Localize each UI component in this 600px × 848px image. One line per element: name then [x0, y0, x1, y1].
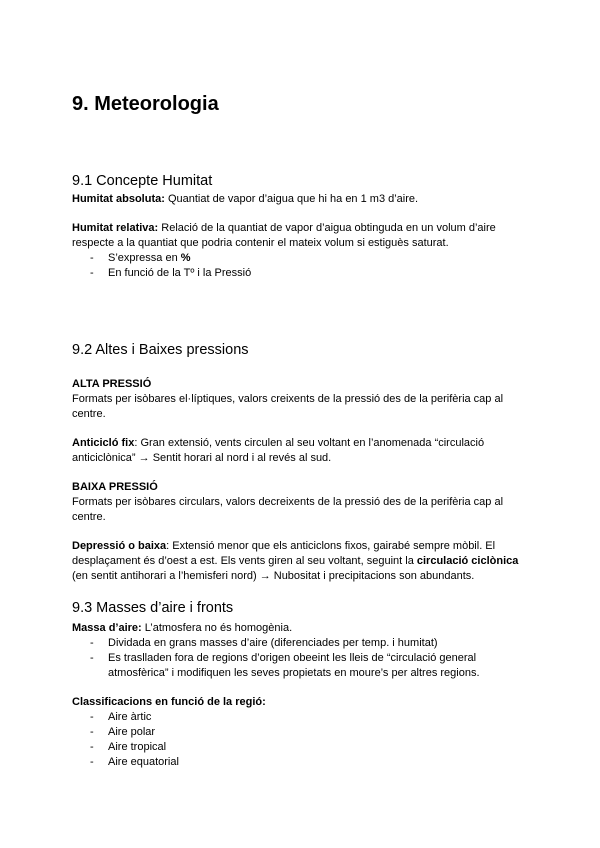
list-item: - Dividada en grans masses d’aire (diferenciades per temp. i humitat): [72, 636, 532, 651]
list-item: - S’expressa en %: [72, 251, 532, 266]
humitat-relativa-paragraph: [72, 221, 532, 281]
page-title: 9. Meteorologia: [72, 93, 219, 115]
circulacio-ciclonica: circulació ciclònica: [416, 555, 519, 567]
term-humitat-absoluta: Humitat absoluta:: [72, 193, 165, 205]
term-depressio: Depressió o baixa: [72, 540, 167, 552]
list-item: - Aire tropical: [72, 740, 532, 755]
humitat-relativa-list: [72, 251, 532, 281]
anticiclo-text: : Gran extensió, vents circulen al seu voltant en l’anomenada “circulació anticiclònica” → Sentit horari al nord i al revés al sud.: [72, 437, 485, 464]
humitat-relativa-text: Relació de la quantiat de vapor d’aigua obtinguda en un volum d’aire respecte a la quantiat que podria contenir el mateix volum si estiguès saturat.: [72, 222, 496, 249]
section-heading-pressions: 9.2 Altes i Baixes pressions: [72, 342, 249, 358]
massa-aire-list: [72, 636, 532, 681]
list-item: - Aire polar: [72, 725, 532, 740]
baixa-pressio-title: BAIXA PRESSIÓ: [72, 481, 158, 493]
classificacions-block: [72, 695, 532, 770]
massa-aire-text: L’atmosfera no és homogènia.: [141, 622, 293, 634]
depressio-paragraph: Depressió o baixa: Extensió menor que els anticiclons fixos, gairabé sempre mòbil. El desplaçament és d’oest a est. Els vents giren al seu voltant, seguint la circulació ciclònica (en sentit antihorari a l’hemisferi nord) → Nubositat i precipitacions son abundants.: [72, 540, 519, 582]
term-anticiclo-fix: Anticicló fix: [72, 437, 135, 449]
list-item: - En funció de la Tº i la Pressió: [72, 266, 532, 281]
alta-pressio-text: Formats per isòbares el·líptiques, valors creixents de la pressió des de la perifèria cap al centre.: [72, 393, 504, 420]
section-heading-masses: 9.3 Masses d’aire i fronts: [72, 600, 234, 616]
classificacions-list: [72, 710, 532, 770]
alta-pressio-title: ALTA PRESSIÓ: [72, 378, 152, 390]
term-massa-aire: Massa d’aire:: [72, 622, 142, 634]
term-humitat-relativa: Humitat relativa:: [72, 222, 159, 234]
anticiclo-paragraph: [72, 436, 532, 466]
list-item: - Aire àrtic: [72, 710, 532, 725]
humitat-absoluta-paragraph: [72, 192, 532, 207]
alta-pressio-block: [72, 377, 532, 422]
section-heading-humitat: 9.1 Concepte Humitat: [72, 173, 213, 189]
baixa-pressio-block: [72, 480, 532, 525]
classificacions-title: Classificacions en funció de la regió:: [72, 696, 266, 708]
baixa-pressio-text: Formats per isòbares circulars, valors decreixents de la pressió des de la perifèria cap al centre.: [72, 496, 504, 523]
massa-aire-block: [72, 621, 532, 681]
list-item: - Es traslladen fora de regions d’origen obeeint les lleis de “circulació general atmosfèrica” i modifiquen les seves propietats en moure’s per altres regions.: [72, 651, 532, 681]
humitat-absoluta-text: Quantiat de vapor d’aigua que hi ha en 1 m3 d’aire.: [164, 193, 419, 205]
list-item: - Aire equatorial: [72, 755, 532, 770]
